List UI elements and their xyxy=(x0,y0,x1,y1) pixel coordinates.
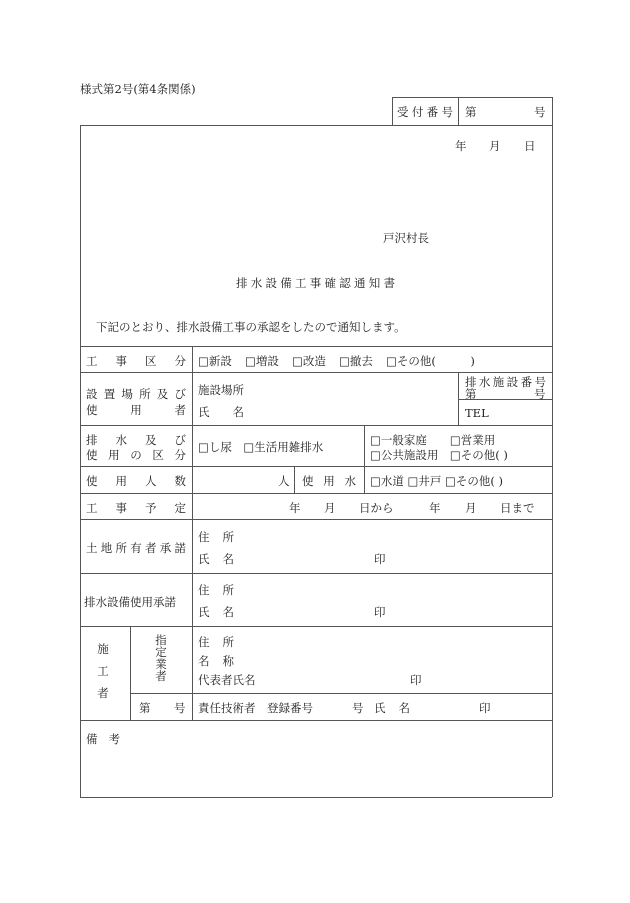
work-type-removal-checkbox[interactable]: □撤去 xyxy=(339,354,373,368)
date-month: 月 xyxy=(489,139,501,153)
date-day: 日 xyxy=(524,139,536,153)
landowner-seal: 印 xyxy=(374,552,386,566)
schedule-end-day: 日まで xyxy=(500,501,535,515)
site-location-label: 施設場所 xyxy=(198,383,244,397)
landowner-address-label: 住 所 xyxy=(198,530,234,544)
water-source-label: 使 用 水 xyxy=(302,474,356,488)
user-name-label: 氏 名 xyxy=(198,405,244,419)
work-type-new-checkbox[interactable]: □新設 xyxy=(198,354,232,368)
work-type-label: 工 事 区 分 xyxy=(86,354,186,368)
schedule-label: 工 事 予 定 xyxy=(86,501,186,515)
drainage-label-line1: 排 水 及 び xyxy=(86,433,186,447)
landowner-name-label: 氏 名 xyxy=(198,552,234,566)
schedule-start-day: 日から xyxy=(359,501,394,515)
contractor-label: 施 工 者 xyxy=(97,642,109,700)
chief-engineer-number-suffix: 号 xyxy=(352,701,364,715)
drainage-label-line2: 使 用 の 区 分 xyxy=(86,448,186,462)
form-number-label: 様式第2号(第4条関係) xyxy=(80,82,196,96)
work-type-expansion-checkbox[interactable]: □増設 xyxy=(245,354,279,368)
schedule-start-month: 月 xyxy=(324,501,336,515)
schedule-end-month: 月 xyxy=(465,501,477,515)
use-category-line1[interactable]: □一般家庭 □営業用 xyxy=(370,433,496,447)
location-label-line2: 使 用 者 xyxy=(86,403,186,417)
date-year: 年 xyxy=(455,139,467,153)
chief-engineer-name-label: 氏 名 xyxy=(374,701,410,715)
user-count-unit: 人 xyxy=(278,474,290,488)
facility-use-seal: 印 xyxy=(374,605,386,619)
facility-use-address-label: 住 所 xyxy=(198,583,234,597)
chief-engineer-registration-label: 責任技術者 登録番号 xyxy=(198,701,313,715)
document-title: 排 水 設 備 工 事 確 認 通 知 書 xyxy=(236,276,395,290)
remarks-label: 備 考 xyxy=(86,732,120,746)
addressee: 戸沢村長 xyxy=(383,231,429,245)
representative-name-label: 代表者氏名 xyxy=(198,673,256,687)
use-category-line2[interactable]: □公共施設用 □その他( ) xyxy=(370,448,508,462)
work-type-other-checkbox[interactable]: □その他( ) xyxy=(386,354,475,368)
facility-use-name-label: 氏 名 xyxy=(198,605,234,619)
receipt-number-suffix: 号 xyxy=(534,105,546,119)
user-count-label: 使 用 人 数 xyxy=(86,474,186,488)
designated-contractor-label: 指 定 業 者 xyxy=(155,633,167,683)
representative-seal: 印 xyxy=(410,673,422,687)
receipt-number-prefix: 第 xyxy=(465,105,477,119)
tel-label: TEL xyxy=(465,406,489,420)
contractor-company-label: 名 称 xyxy=(198,654,234,668)
drain-facility-number-label: 排 水 施 設 番 号 xyxy=(465,375,546,389)
facility-use-consent-label: 排水設備使用承諾 xyxy=(84,595,176,609)
schedule-end-year: 年 xyxy=(429,501,441,515)
drain-facility-number-prefix: 第 xyxy=(465,387,477,401)
remarks-field[interactable] xyxy=(86,750,546,792)
intro-text: 下記のとおり、排水設備工事の承認をしたので通知します。 xyxy=(96,320,406,334)
receipt-number-label: 受 付 番 号 xyxy=(397,105,453,119)
work-type-remodel-checkbox[interactable]: □改造 xyxy=(292,354,326,368)
location-label-line1: 設 置 場 所 及 び xyxy=(86,387,186,401)
drain-facility-number-suffix: 号 xyxy=(534,387,546,401)
water-source-options[interactable]: □水道 □井戸 □その他( ) xyxy=(370,474,504,488)
landowner-consent-label: 土 地 所 有 者 承 諾 xyxy=(86,541,186,555)
contractor-number-prefix: 第 xyxy=(139,701,151,715)
drainage-type-options[interactable]: □し尿 □生活用雑排水 xyxy=(198,440,324,454)
contractor-number-suffix: 号 xyxy=(174,701,186,715)
chief-engineer-seal: 印 xyxy=(479,701,491,715)
schedule-start-year: 年 xyxy=(289,501,301,515)
contractor-address-label: 住 所 xyxy=(198,635,234,649)
